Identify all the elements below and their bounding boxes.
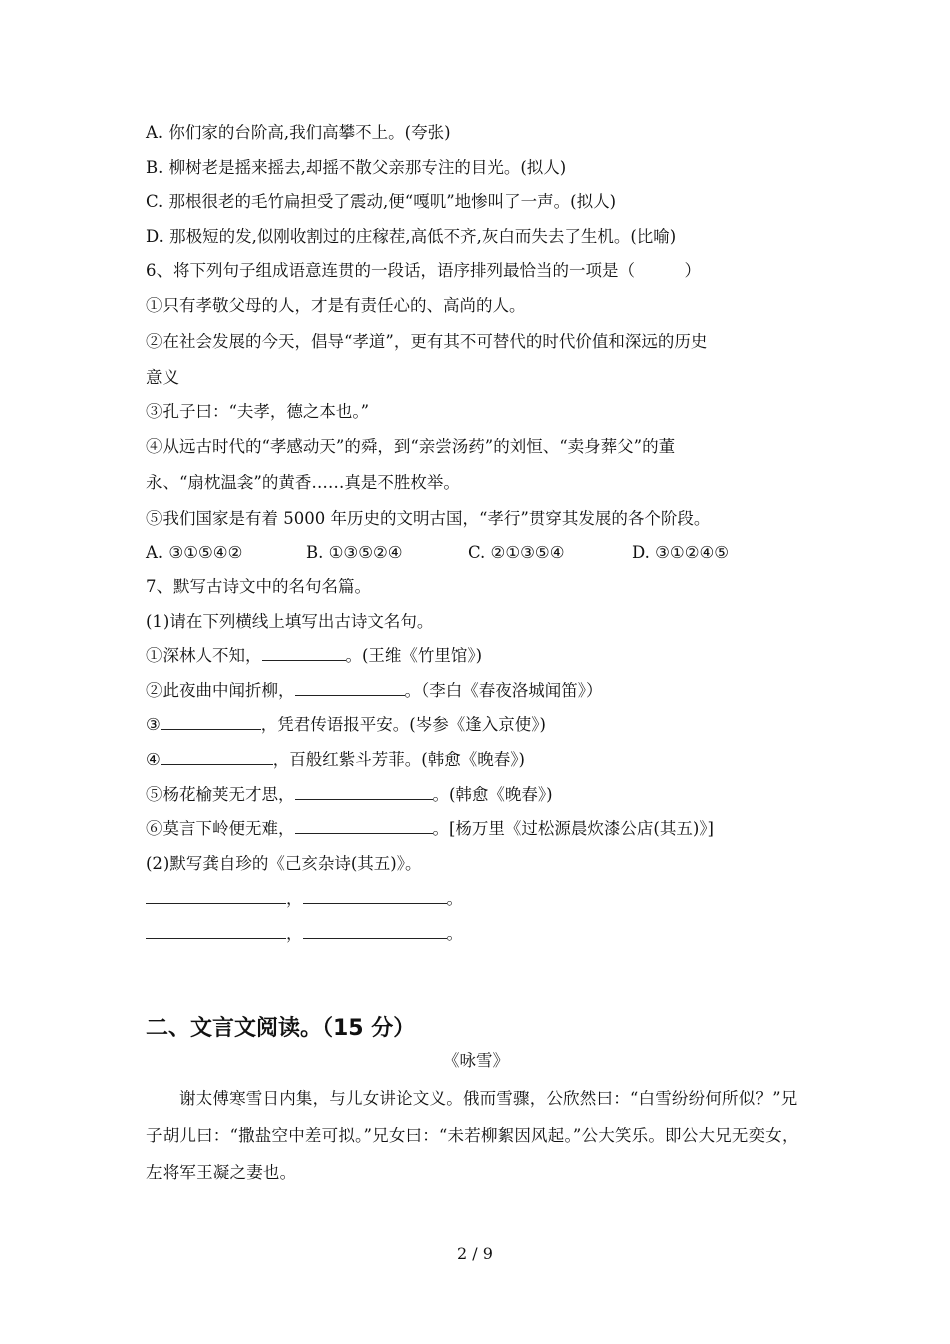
q6-option-c: C. ②①③⑤④ bbox=[468, 543, 565, 562]
answer-blank[interactable] bbox=[161, 714, 261, 730]
q6-options bbox=[146, 542, 729, 564]
q6-option-a: A. ③①⑤④② bbox=[146, 543, 243, 562]
q6-sentence-2b: 意义 bbox=[146, 368, 179, 387]
q5-option-c: C. 那根很老的毛竹扁担受了震动,便“嘎叽”地惨叫了一声。(拟人) bbox=[146, 192, 617, 211]
q7-line-2: ②此夜曲中闻折柳， 。（李白《春夜洛城闻笛》） bbox=[146, 681, 603, 700]
answer-blank[interactable] bbox=[146, 923, 286, 939]
q7-line-5: ⑤杨花榆荚无才思， 。(韩愈《晚春》) bbox=[146, 785, 553, 804]
answer-blank[interactable] bbox=[161, 749, 273, 765]
answer-blank[interactable] bbox=[146, 888, 286, 904]
answer-blank[interactable] bbox=[295, 784, 433, 800]
q6-sentence-4b: 永、“扇枕温衾”的黄香……真是不胜枚举。 bbox=[146, 473, 460, 492]
q7-line-3: ③ ，凭君传语报平安。(岑参《逢入京使》) bbox=[146, 715, 546, 734]
q5-option-b: B. 柳树老是摇来摇去,却摇不散父亲那专注的目光。(拟人) bbox=[146, 158, 567, 177]
answer-blank[interactable] bbox=[295, 818, 433, 834]
answer-blank[interactable] bbox=[295, 680, 405, 696]
q7-line-6: ⑥莫言下岭便无难， 。[杨万里《过松源晨炊漆公店(其五)》] bbox=[146, 819, 714, 838]
q7-line-4: ④ ，百般红紫斗芳菲。(韩愈《晚春》) bbox=[146, 750, 525, 769]
answer-blank[interactable] bbox=[262, 645, 346, 661]
answer-blank[interactable] bbox=[303, 923, 447, 939]
q7-poem-line-1: ， 。 bbox=[146, 888, 463, 910]
q5-option-d: D. 那极短的发,似刚收割过的庄稼茬,高低不齐,灰白而失去了生机。(比喻) bbox=[146, 227, 677, 246]
q6-option-b: B. ①③⑤②④ bbox=[306, 543, 403, 562]
q5-option-a: A. 你们家的台阶高,我们高攀不上。(夸张) bbox=[146, 123, 451, 142]
text-title: 《咏雪》 bbox=[443, 1051, 509, 1070]
page-number: 2 / 9 bbox=[457, 1244, 493, 1263]
classical-text-paragraph: 谢太傅寒雪日内集，与儿女讲论文义。俄而雪骤，公欣然曰：“白雪纷纷何所似？”兄子胡儿曰：“撒盐空中差可拟。”兄女曰：“未若柳絮因风起。”公大笑乐。即公大兄无奕女，左将军王凝之妻也。 bbox=[146, 1089, 799, 1182]
q7-part2: (2)默写龚自珍的《己亥杂诗(其五)》。 bbox=[146, 854, 422, 873]
q7-stem: 7、默写古诗文中的名句名篇。 bbox=[146, 577, 371, 596]
q6-sentence-1: ①只有孝敬父母的人，才是有责任心的、高尚的人。 bbox=[146, 296, 526, 315]
q6-stem: 6、将下列句子组成语意连贯的一段话，语序排列最恰当的一项是（ ） bbox=[146, 261, 701, 280]
q6-sentence-3: ③孔子曰：“夫孝，德之本也。” bbox=[146, 402, 370, 421]
q6-option-d: D. ③①②④⑤ bbox=[632, 543, 730, 562]
q6-sentence-4a: ④从远古时代的“孝感动天”的舜，到“亲尝汤药”的刘恒、“卖身葬父”的董 bbox=[146, 437, 676, 456]
q7-line-1: ①深林人不知， 。(王维《竹里馆》) bbox=[146, 646, 483, 665]
section-2-title: 二、文言文阅读。（15 分） bbox=[146, 1016, 416, 1041]
q7-part1: (1)请在下列横线上填写出古诗文名句。 bbox=[146, 612, 434, 631]
q6-sentence-5: ⑤我们国家是有着 5000 年历史的文明古国，“孝行”贯穿其发展的各个阶段。 bbox=[146, 509, 711, 528]
q7-poem-line-2: ， 。 bbox=[146, 923, 463, 945]
q6-sentence-2a: ②在社会发展的今天，倡导“孝道”，更有其不可替代的时代价值和深远的历史 bbox=[146, 332, 708, 351]
answer-blank[interactable] bbox=[303, 888, 447, 904]
